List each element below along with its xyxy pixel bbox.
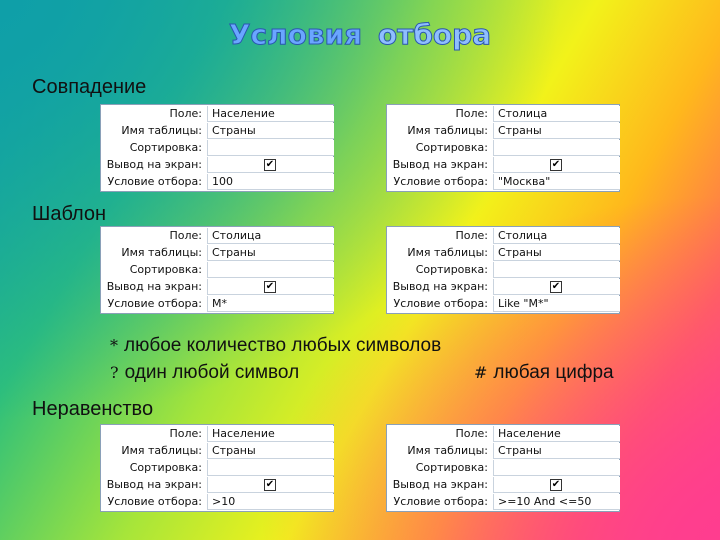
grid-field-cell[interactable]: Столица bbox=[493, 228, 620, 244]
legend-question-symbol: ? bbox=[110, 363, 119, 382]
grid-sort-cell[interactable] bbox=[207, 460, 334, 476]
grid-sort-cell[interactable] bbox=[493, 262, 620, 278]
grid-row-label: Условие отбора: bbox=[101, 494, 205, 510]
grid-field-cell[interactable]: Столица bbox=[207, 228, 334, 244]
grid-field-cell[interactable]: Население bbox=[493, 426, 620, 442]
grid-row-label: Сортировка: bbox=[101, 140, 205, 156]
grid-row-label: Имя таблицы: bbox=[387, 245, 491, 261]
title-word-2: отбора bbox=[377, 18, 492, 51]
grid-sort-cell[interactable] bbox=[207, 140, 334, 156]
grid-row-label: Имя таблицы: bbox=[387, 123, 491, 139]
grid-show-cell[interactable] bbox=[493, 157, 620, 173]
grid-show-cell[interactable] bbox=[207, 157, 334, 173]
section-inequality-heading: Неравенство bbox=[32, 398, 154, 420]
grid-row-label: Условие отбора: bbox=[387, 174, 491, 190]
show-checkbox[interactable]: ✔ bbox=[551, 159, 561, 170]
grid-row-label: Условие отбора: bbox=[101, 174, 205, 190]
legend-star bbox=[110, 335, 441, 357]
grid-table-cell[interactable]: Страны bbox=[207, 123, 334, 139]
grid-row-label: Поле: bbox=[101, 106, 205, 122]
grid-row-label: Условие отбора: bbox=[101, 296, 205, 312]
grid-row-label: Поле: bbox=[101, 426, 205, 442]
grid-row-label: Вывод на экран: bbox=[387, 477, 491, 493]
grid-row-label: Имя таблицы: bbox=[387, 443, 491, 459]
grid-row-label: Имя таблицы: bbox=[101, 123, 205, 139]
legend-hash bbox=[474, 362, 614, 384]
query-grid-2 bbox=[386, 104, 620, 192]
grid-table-cell[interactable]: Страны bbox=[493, 123, 620, 139]
grid-criteria-cell[interactable]: >10 bbox=[207, 494, 334, 510]
grid-table-cell[interactable]: Страны bbox=[493, 245, 620, 261]
grid-row-label: Сортировка: bbox=[387, 140, 491, 156]
grid-row-label: Условие отбора: bbox=[387, 296, 491, 312]
grid-row-label: Вывод на экран: bbox=[387, 279, 491, 295]
query-grid-1 bbox=[100, 104, 334, 192]
grid-row-label: Вывод на экран: bbox=[387, 157, 491, 173]
grid-table-cell[interactable]: Страны bbox=[207, 443, 334, 459]
grid-row-label: Поле: bbox=[387, 106, 491, 122]
grid-field-cell[interactable]: Население bbox=[207, 106, 334, 122]
grid-row-label: Вывод на экран: bbox=[101, 157, 205, 173]
grid-show-cell[interactable] bbox=[207, 279, 334, 295]
show-checkbox[interactable]: ✔ bbox=[551, 479, 561, 490]
grid-row-label: Вывод на экран: bbox=[101, 279, 205, 295]
grid-sort-cell[interactable] bbox=[493, 140, 620, 156]
grid-row-label: Имя таблицы: bbox=[101, 245, 205, 261]
query-grid-4 bbox=[386, 226, 620, 314]
grid-table-cell[interactable]: Страны bbox=[207, 245, 334, 261]
section-match-heading: Совпадение bbox=[32, 76, 147, 98]
grid-row-label: Сортировка: bbox=[387, 262, 491, 278]
slide-title bbox=[0, 18, 720, 51]
grid-criteria-cell[interactable]: М* bbox=[207, 296, 334, 312]
grid-field-cell[interactable]: Столица bbox=[493, 106, 620, 122]
grid-row-label: Имя таблицы: bbox=[101, 443, 205, 459]
grid-field-cell[interactable]: Население bbox=[207, 426, 334, 442]
grid-row-label: Поле: bbox=[387, 228, 491, 244]
grid-row-label: Поле: bbox=[387, 426, 491, 442]
query-grid-3 bbox=[100, 226, 334, 314]
grid-row-label: Условие отбора: bbox=[387, 494, 491, 510]
grid-row-label: Поле: bbox=[101, 228, 205, 244]
grid-criteria-cell[interactable]: 100 bbox=[207, 174, 334, 190]
grid-row-label: Сортировка: bbox=[101, 262, 205, 278]
legend-question bbox=[110, 362, 299, 384]
legend-question-text: один любой символ bbox=[124, 362, 300, 383]
grid-show-cell[interactable] bbox=[207, 477, 334, 493]
grid-criteria-cell[interactable]: "Москва" bbox=[493, 174, 620, 190]
grid-table-cell[interactable]: Страны bbox=[493, 443, 620, 459]
legend-hash-text: любая цифра bbox=[493, 362, 614, 383]
section-pattern-heading: Шаблон bbox=[32, 203, 107, 225]
grid-row-label: Сортировка: bbox=[387, 460, 491, 476]
show-checkbox[interactable]: ✔ bbox=[265, 159, 275, 170]
grid-row-label: Вывод на экран: bbox=[101, 477, 205, 493]
grid-show-cell[interactable] bbox=[493, 477, 620, 493]
legend-star-text: любое количество любых символов bbox=[124, 335, 442, 356]
grid-show-cell[interactable] bbox=[493, 279, 620, 295]
legend-star-symbol: * bbox=[110, 336, 118, 355]
grid-criteria-cell[interactable]: Like "М*" bbox=[493, 296, 620, 312]
grid-sort-cell[interactable] bbox=[493, 460, 620, 476]
show-checkbox[interactable]: ✔ bbox=[551, 281, 561, 292]
query-grid-5 bbox=[100, 424, 334, 512]
legend-hash-symbol: # bbox=[474, 363, 488, 382]
grid-criteria-cell[interactable]: >=10 And <=50 bbox=[493, 494, 620, 510]
show-checkbox[interactable]: ✔ bbox=[265, 281, 275, 292]
title-word-1: Условия bbox=[228, 18, 363, 51]
query-grid-6 bbox=[386, 424, 620, 512]
grid-sort-cell[interactable] bbox=[207, 262, 334, 278]
show-checkbox[interactable]: ✔ bbox=[265, 479, 275, 490]
grid-row-label: Сортировка: bbox=[101, 460, 205, 476]
